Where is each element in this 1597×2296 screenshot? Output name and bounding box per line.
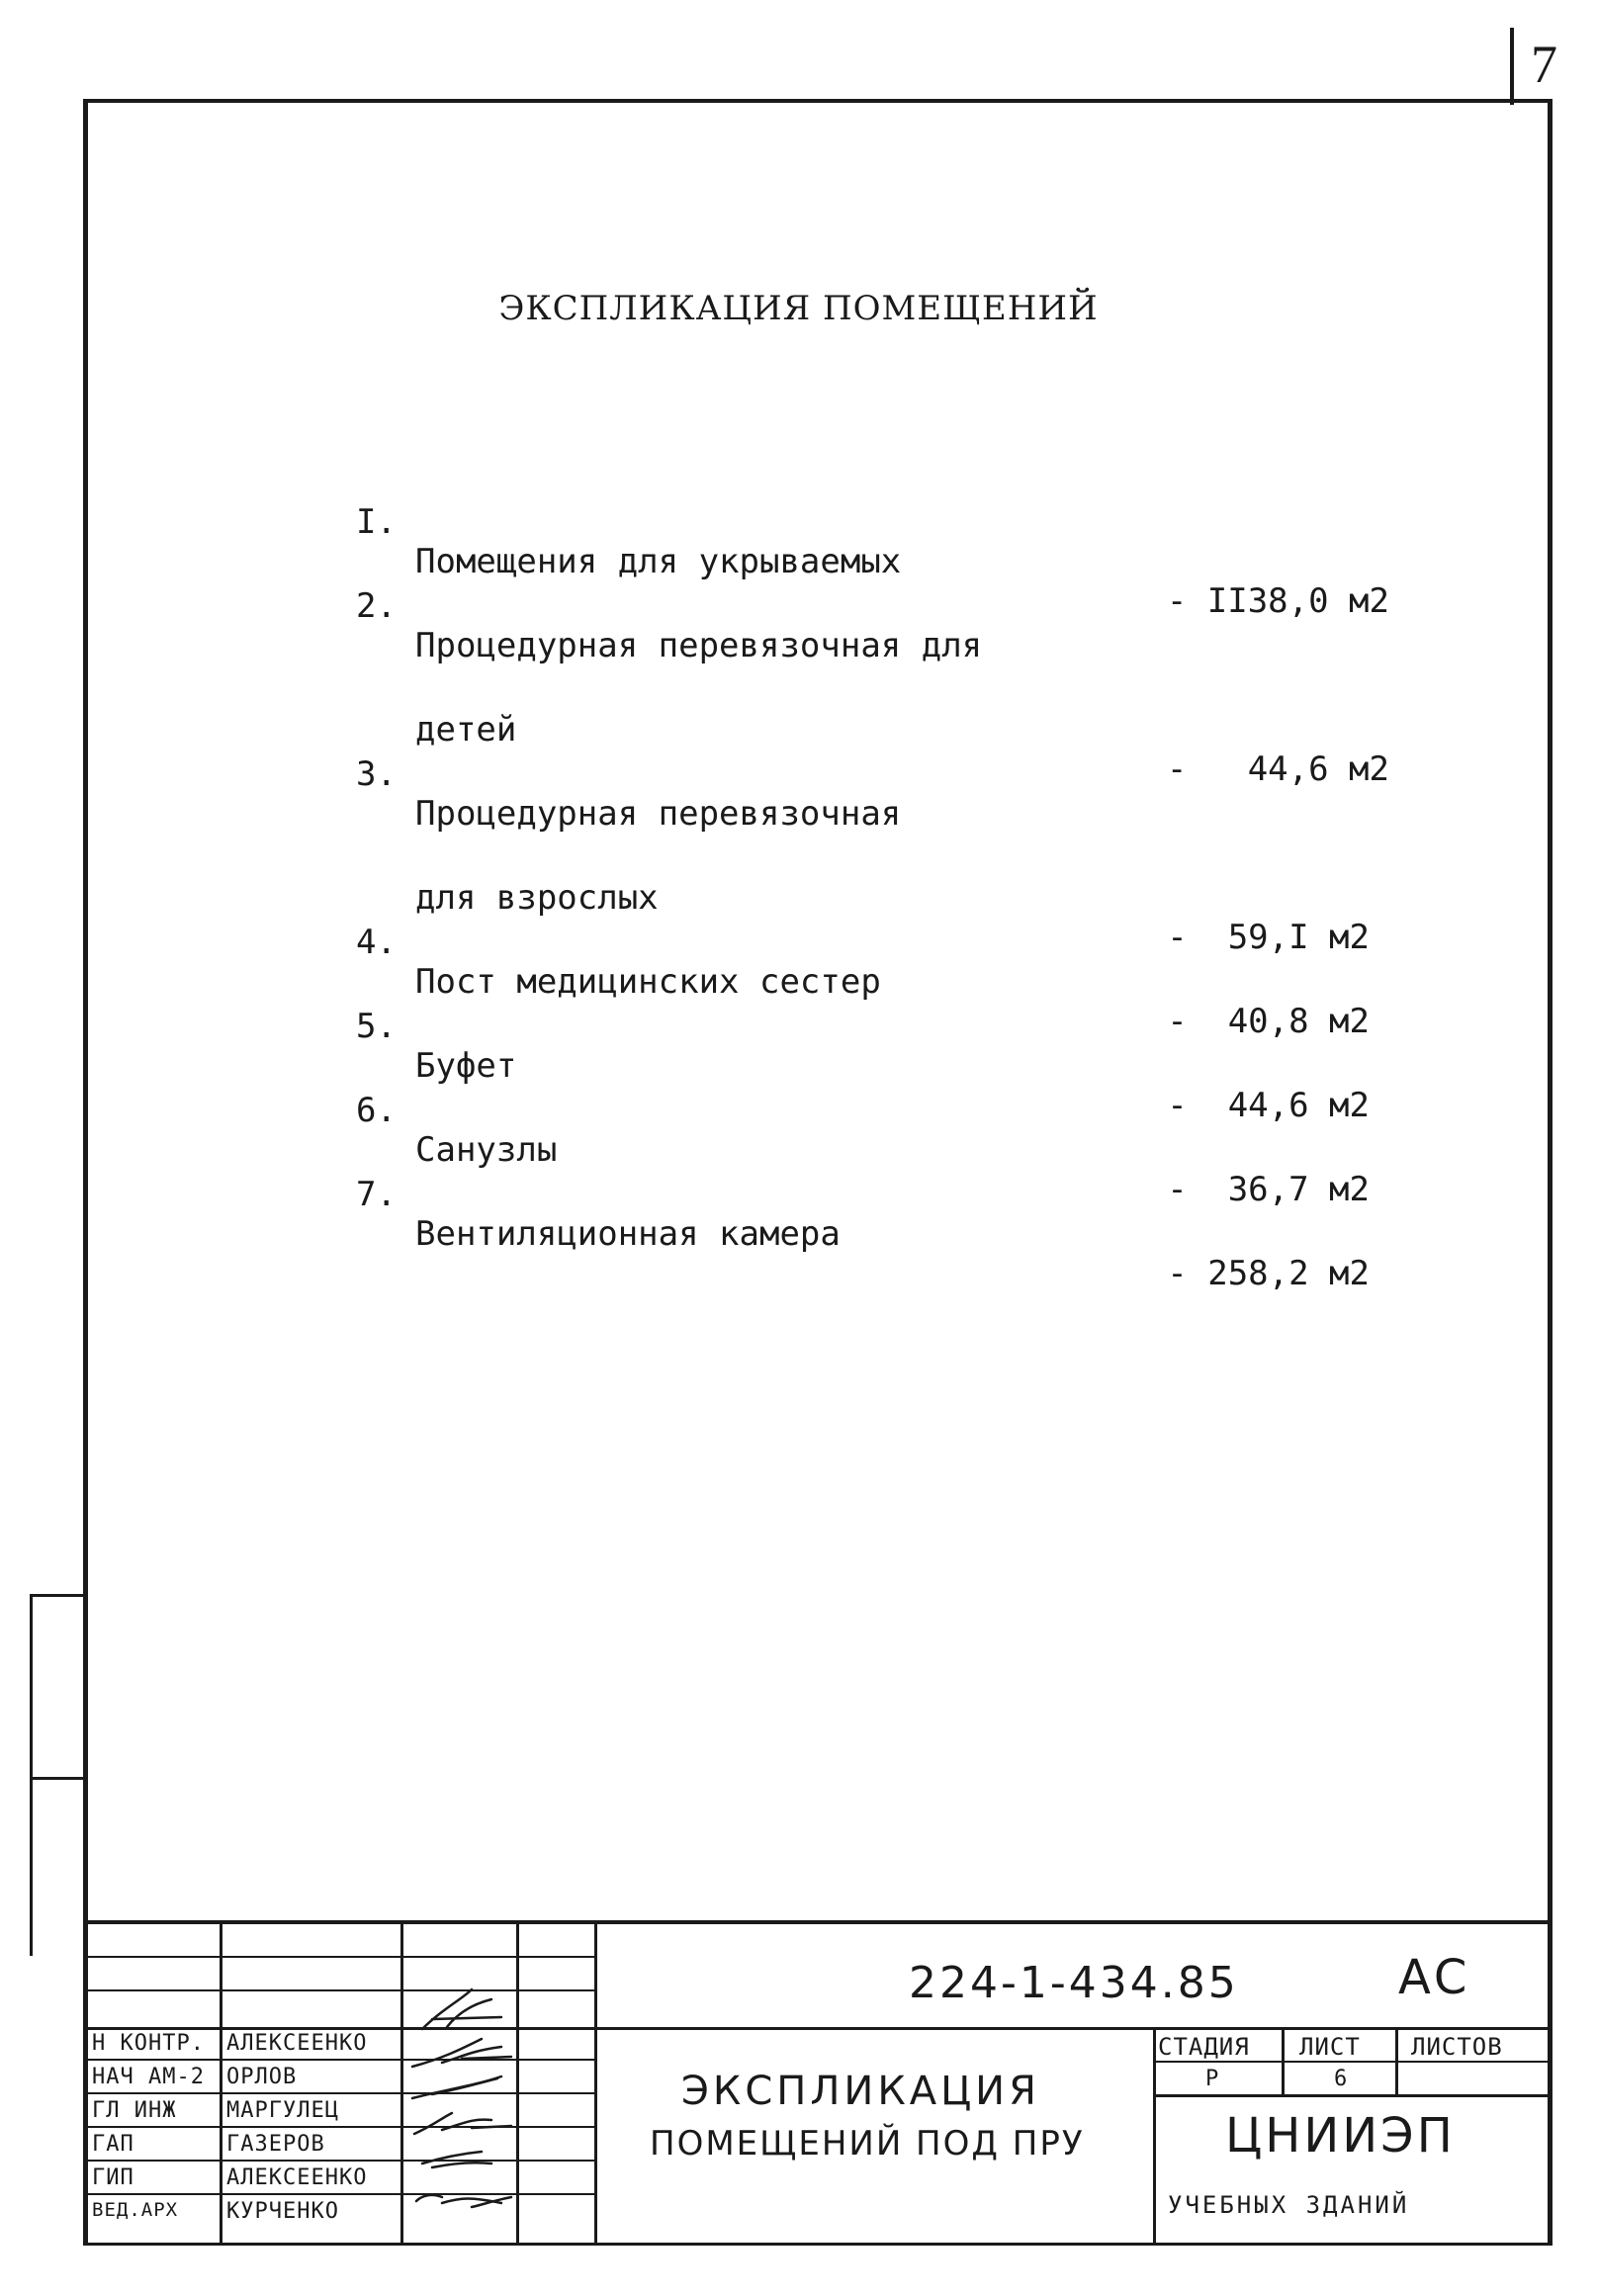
role-label: НАЧ АМ-2 (92, 2065, 205, 2089)
item-number: 5. (356, 1007, 397, 1046)
signatory-name: ГАЗЕРОВ (226, 2132, 325, 2157)
organization-subtitle: УЧЕБНЫХ ЗДАНИЙ (1168, 2191, 1410, 2219)
item-value: - 258,2 м2 (1167, 1254, 1370, 1293)
role-label: ГАП (92, 2132, 134, 2157)
item-text: для взрослых (415, 878, 659, 918)
signatory-name: АЛЕКСЕЕНКО (226, 2031, 368, 2056)
role-label: Н КОНТР. (92, 2031, 205, 2056)
item-value: - 44,6 м2 (1167, 1086, 1370, 1125)
page-number: 7 (1531, 35, 1557, 94)
role-label: ВЕД.АРХ (92, 2199, 179, 2221)
item-value: - II38,0 м2 (1166, 581, 1389, 621)
stage-value: Р (1205, 2067, 1220, 2091)
doc-code: 224-1-434.85 (909, 1958, 1239, 2008)
role-label: ГИП (92, 2165, 134, 2190)
signatory-name: АЛЕКСЕЕНКО (226, 2165, 368, 2190)
drawing-title-line1: ЭКСПЛИКАЦИЯ (681, 2069, 1040, 2114)
item-text: Санузлы (415, 1130, 558, 1170)
item-value: - 36,7 м2 (1167, 1170, 1370, 1209)
section-code: АС (1398, 1950, 1470, 2005)
item-value: - 40,8 м2 (1167, 1002, 1370, 1041)
item-text: Процедурная перевязочная для (415, 626, 983, 665)
item-number: 3. (356, 754, 397, 794)
item-number: I. (356, 502, 397, 542)
organization-name: ЦНИИЭП (1225, 2108, 1456, 2164)
signatory-name: КУРЧЕНКО (226, 2199, 339, 2224)
binding-strip-lower (30, 1778, 85, 1956)
sheets-header: ЛИСТОВ (1411, 2033, 1503, 2061)
item-value: - 44,6 м2 (1166, 750, 1389, 789)
signatory-name: ОРЛОВ (226, 2065, 298, 2089)
stage-header: СТАДИЯ (1158, 2033, 1250, 2061)
item-number: 4. (356, 923, 397, 962)
item-text: Вентиляционная камера (415, 1214, 841, 1254)
title-block (88, 1920, 1548, 2243)
document-title: ЭКСПЛИКАЦИЯ ПОМЕЩЕНИЙ (498, 289, 1099, 328)
item-value: - 59,I м2 (1167, 918, 1370, 957)
item-text: детей (415, 710, 517, 750)
drawing-title-line2: ПОМЕЩЕНИЙ ПОД ПРУ (650, 2124, 1085, 2164)
sheet-value: 6 (1334, 2067, 1349, 2091)
signatures-graphic (402, 1960, 600, 2243)
role-label: ГЛ ИНЖ (92, 2098, 177, 2123)
binding-strip (30, 1594, 85, 1780)
item-number: 7. (356, 1175, 397, 1214)
item-text: Помещения для укрываемых (415, 542, 902, 581)
item-text: Процедурная перевязочная (415, 794, 902, 834)
drawing-frame-bottom (83, 2243, 1553, 2246)
item-number: 2. (356, 586, 397, 626)
item-text: Пост медицинских сестер (415, 962, 881, 1002)
sheet-header: ЛИСТ (1299, 2033, 1361, 2061)
item-text: Буфет (415, 1046, 517, 1086)
page-number-bar (1510, 28, 1514, 105)
item-number: 6. (356, 1091, 397, 1130)
signatory-name: МАРГУЛЕЦ (226, 2098, 339, 2123)
